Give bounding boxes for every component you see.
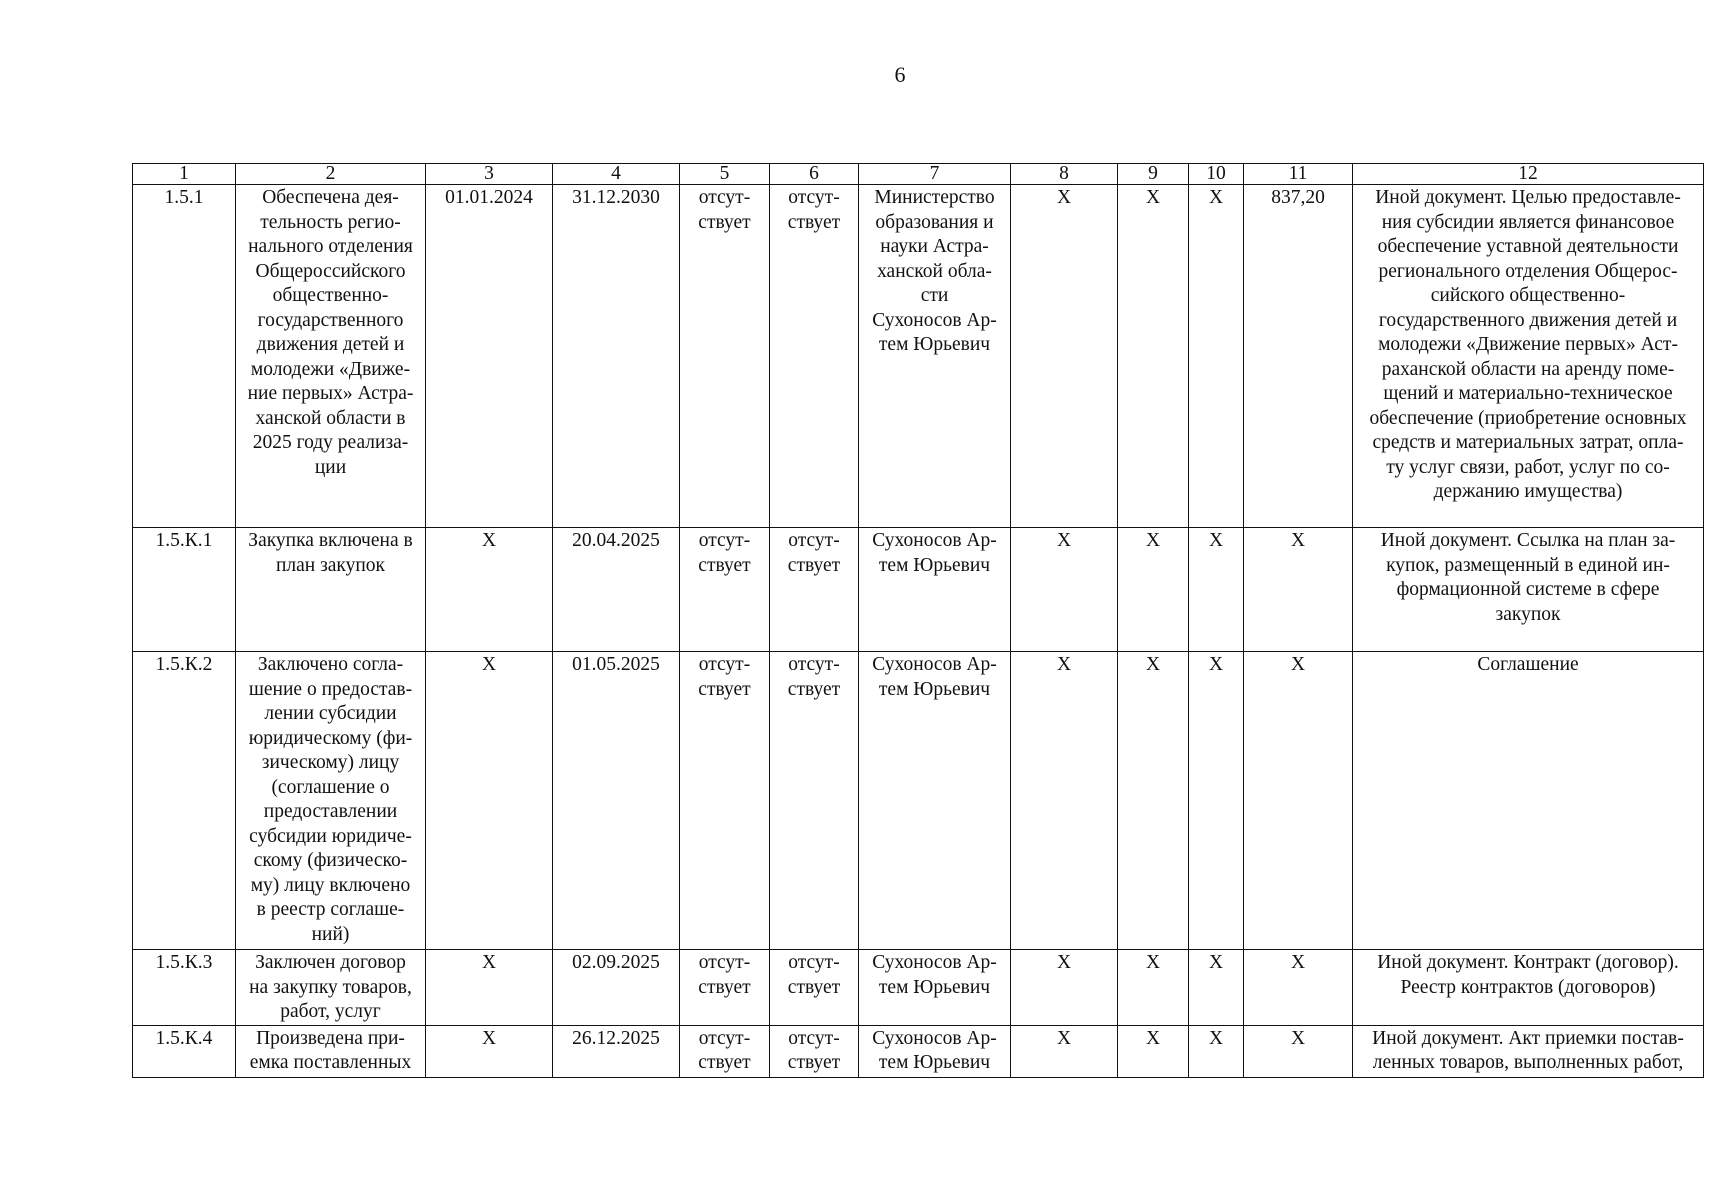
document-cell: Соглашение [1353,652,1704,950]
row-name-cell: Заключено согла- шение о предостав- лении субсидии юридическому (фи- зическому) лицу (соглашение о предоставлении субсидии юридиче- скому (физическо- му) лицу включено в реестр соглаше- ний) [236,652,426,950]
document-cell: Иной документ. Контракт (договор). Реестр контрактов (договоров) [1353,950,1704,1026]
page-number: 6 [894,62,906,87]
column-number-cell: 1 [133,164,236,185]
amount-cell: 837,20 [1244,185,1353,528]
column-number-cell: 8 [1011,164,1118,185]
responsible-cell: Сухоносов Ар- тем Юрьевич [859,652,1011,950]
cell-col5: отсут- ствует [680,528,770,652]
table-row [133,950,1704,1026]
column-number-cell: 4 [553,164,680,185]
table-row [133,185,1704,528]
column-number-cell: 3 [426,164,553,185]
amount-cell: X [1244,1025,1353,1077]
cell-col8: X [1011,950,1118,1026]
start-date-cell: 01.01.2024 [426,185,553,528]
start-date-cell: X [426,950,553,1026]
document-table [132,163,1704,1078]
row-name-cell: Произведена при- емка поставленных [236,1025,426,1077]
document-cell: Иной документ. Акт приемки постав- ленных товаров, выполненных работ, [1353,1025,1704,1077]
column-number-cell: 5 [680,164,770,185]
row-name-cell: Обеспечена дея- тельность регио- нального отделения Общероссийского общественно- государственного движения детей и молодежи «Движе- ние первых» Астра- ханской области в 2025 году реализа- ции [236,185,426,528]
cell-col5: отсут- ствует [680,185,770,528]
end-date-cell: 20.04.2025 [553,528,680,652]
row-code-cell: 1.5.1 [133,185,236,528]
cell-col6: отсут- ствует [770,528,859,652]
column-number-cell: 10 [1189,164,1244,185]
cell-col9: X [1118,528,1189,652]
amount-cell: X [1244,652,1353,950]
start-date-cell: X [426,1025,553,1077]
table-header-row [133,164,1704,185]
responsible-cell: Сухоносов Ар- тем Юрьевич [859,528,1011,652]
start-date-cell: X [426,528,553,652]
cell-col5: отсут- ствует [680,652,770,950]
cell-col5: отсут- ствует [680,950,770,1026]
cell-col8: X [1011,528,1118,652]
cell-col9: X [1118,652,1189,950]
cell-col8: X [1011,185,1118,528]
responsible-cell: Сухоносов Ар- тем Юрьевич [859,1025,1011,1077]
table-row [133,1025,1704,1077]
table-row [133,652,1704,950]
column-number-cell: 12 [1353,164,1704,185]
column-number-cell: 9 [1118,164,1189,185]
cell-col6: отсут- ствует [770,652,859,950]
row-code-cell: 1.5.К.1 [133,528,236,652]
cell-col9: X [1118,185,1189,528]
row-name-cell: Заключен договор на закупку товаров, работ, услуг [236,950,426,1026]
document-cell: Иной документ. Ссылка на план за- купок, размещенный в единой ин- формационной системе в сфере закупок [1353,528,1704,652]
amount-cell: X [1244,950,1353,1026]
cell-col5: отсут- ствует [680,1025,770,1077]
document-cell: Иной документ. Целью предоставле- ния субсидии является финансовое обеспечение уставной деятельности регионального отделения Общерос- сийского общественно- государственного движения детей и молодежи «Движение первых» Аст- раханской области на аренду поме- щений и материально-техническое обеспечение (приобретение основных средств и материальных затрат, опла- ту услуг связи, работ, услуг по со- держанию имущества) [1353,185,1704,528]
cell-col10: X [1189,652,1244,950]
cell-col8: X [1011,1025,1118,1077]
end-date-cell: 01.05.2025 [553,652,680,950]
column-number-cell: 7 [859,164,1011,185]
cell-col6: отсут- ствует [770,1025,859,1077]
row-code-cell: 1.5.К.4 [133,1025,236,1077]
cell-col6: отсут- ствует [770,185,859,528]
responsible-cell: Сухоносов Ар- тем Юрьевич [859,950,1011,1026]
cell-col9: X [1118,1025,1189,1077]
cell-col9: X [1118,950,1189,1026]
cell-col10: X [1189,185,1244,528]
start-date-cell: X [426,652,553,950]
row-code-cell: 1.5.К.2 [133,652,236,950]
table-row [133,528,1704,652]
cell-col10: X [1189,950,1244,1026]
column-number-cell: 2 [236,164,426,185]
column-number-cell: 6 [770,164,859,185]
row-name-cell: Закупка включена в план закупок [236,528,426,652]
amount-cell: X [1244,528,1353,652]
cell-col10: X [1189,528,1244,652]
end-date-cell: 26.12.2025 [553,1025,680,1077]
cell-col6: отсут- ствует [770,950,859,1026]
column-number-cell: 11 [1244,164,1353,185]
cell-col8: X [1011,652,1118,950]
end-date-cell: 31.12.2030 [553,185,680,528]
cell-col10: X [1189,1025,1244,1077]
row-code-cell: 1.5.К.3 [133,950,236,1026]
end-date-cell: 02.09.2025 [553,950,680,1026]
responsible-cell: Министерство образования и науки Астра- ханской обла- сти Сухоносов Ар- тем Юрьевич [859,185,1011,528]
